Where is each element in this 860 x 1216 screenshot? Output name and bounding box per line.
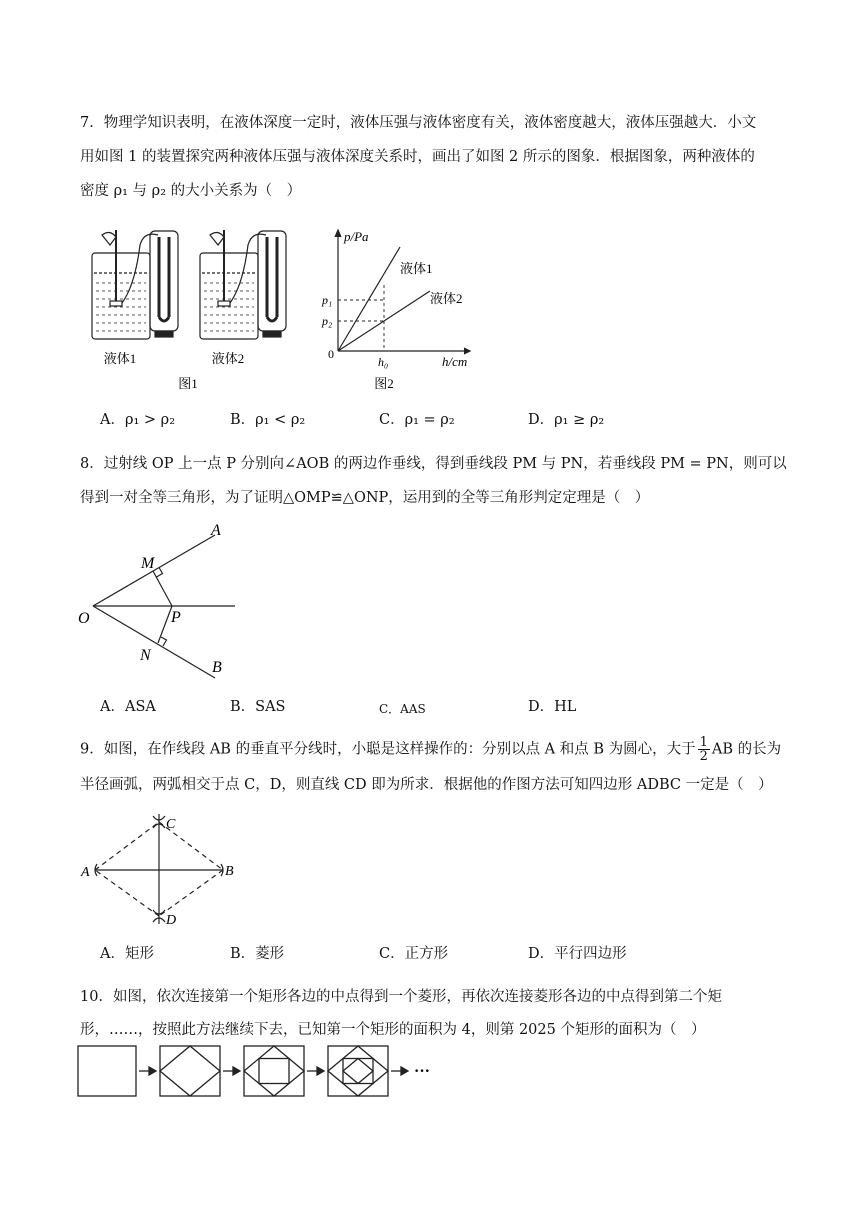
q7-option-b[interactable]: B．ρ₁ < ρ₂ xyxy=(230,412,306,428)
fig1-label-right: 液体2 xyxy=(211,351,245,366)
fig2-h0: h₀ xyxy=(378,355,389,369)
q8-label-b: B xyxy=(212,659,222,676)
q9-label-c: C xyxy=(166,817,176,832)
q9-option-a[interactable]: A．矩形 xyxy=(100,946,154,962)
q8-options xyxy=(100,697,800,717)
q10-ellipsis: ··· xyxy=(414,1063,431,1080)
q8-option-c[interactable]: C．AAS xyxy=(379,702,426,716)
q8-text-line1: 8．过射线 OP 上一点 P 分别向∠AOB 的两边作垂线，得到垂线段 PM 与 PN，若垂线段 PM = PN，则可以 xyxy=(80,456,787,472)
fig2-xlabel: h/cm xyxy=(442,354,468,369)
fig2-p1: p₁ xyxy=(322,293,333,307)
beaker-left xyxy=(92,230,178,339)
q8-option-d[interactable]: D．HL xyxy=(528,699,577,715)
q9-text-line1-a: 9．如图，在作线段 AB 的垂直平分线时，小聪是这样操作的：分别以点 A 和点 B 为圆心，大于 xyxy=(80,741,696,758)
q10-text-line1: 10．如图，依次连接第一个矩形各边的中点得到一个菱形，再依次连接菱形各边的中点得到第二个矩 xyxy=(80,989,722,1005)
q7-figure2 xyxy=(318,225,478,395)
q9-option-b[interactable]: B．菱形 xyxy=(230,946,285,962)
q8-option-a[interactable]: A．ASA xyxy=(100,699,156,715)
beaker-right xyxy=(200,230,286,339)
q7-figure1 xyxy=(80,225,300,395)
q8-label-o: O xyxy=(78,610,90,627)
q7-text-line2: 用如图 1 的装置探究两种液体压强与液体深度关系时，画出了如图 2 所示的图象．根据图象，两种液体的 xyxy=(80,149,755,165)
q7-text-line3: 密度 ρ₁ 与 ρ₂ 的大小关系为（ ） xyxy=(80,183,302,199)
q9-figure xyxy=(75,808,255,932)
q9-option-c[interactable]: C．正方形 xyxy=(379,946,449,962)
q9-text-line2: 半径画弧，两弧相交于点 C，D，则直线 CD 即为所求．根据他的作图方法可知四边形 ADBC 一定是（ ） xyxy=(80,777,773,793)
q9-option-d[interactable]: D．平行四边形 xyxy=(528,946,627,962)
q9-fraction xyxy=(698,736,710,763)
q9-label-a: A xyxy=(81,865,90,880)
q8-label-p: P xyxy=(171,609,181,626)
q8-option-b[interactable]: B．SAS xyxy=(230,699,286,715)
q9-label-b: B xyxy=(225,864,234,879)
q8-text-line2: 得到一对全等三角形，为了证明△OMP≌△ONP，运用到的全等三角形判定定理是（ ） xyxy=(80,490,650,506)
q8-label-m: M xyxy=(141,555,155,572)
q8-label-n: N xyxy=(140,647,151,664)
q9-frac-num: 1 xyxy=(699,735,708,750)
q7-options xyxy=(100,410,800,430)
q8-label-a: A xyxy=(211,522,221,539)
fig2-caption: 图2 xyxy=(374,376,394,391)
fig2-line2-label: 液体2 xyxy=(430,291,463,306)
q7-option-a[interactable]: A．ρ₁ > ρ₂ xyxy=(100,412,176,428)
q9-text-line1-b: AB 的长为 xyxy=(711,741,782,758)
q9-label-d: D xyxy=(166,913,177,928)
q9-text-line1 xyxy=(80,736,781,763)
q10-figure xyxy=(76,1044,456,1102)
fig2-line1-label: 液体1 xyxy=(400,261,433,276)
q7-option-d[interactable]: D．ρ₁ ≥ ρ₂ xyxy=(528,412,605,428)
fig2-origin: 0 xyxy=(328,347,334,361)
fig2-p2: p₂ xyxy=(322,314,333,328)
q7-text-line1: 7．物理学知识表明，在液体深度一定时，液体压强与液体密度有关，液体密度越大，液体压强越大．小文 xyxy=(80,115,757,131)
q10-text-line2: 形，……，按照此方法继续下去，已知第一个矩形的面积为 4，则第 2025 个矩形的面积为（ ） xyxy=(80,1022,706,1038)
q9-frac-den: 2 xyxy=(699,749,708,764)
fig1-label-left: 液体1 xyxy=(103,351,137,366)
fig2-ylabel: p/Pa xyxy=(344,229,369,244)
q7-option-c[interactable]: C．ρ₁ = ρ₂ xyxy=(379,412,455,428)
q9-options xyxy=(100,944,800,964)
fig1-caption: 图1 xyxy=(178,376,198,391)
q8-figure xyxy=(75,518,245,688)
